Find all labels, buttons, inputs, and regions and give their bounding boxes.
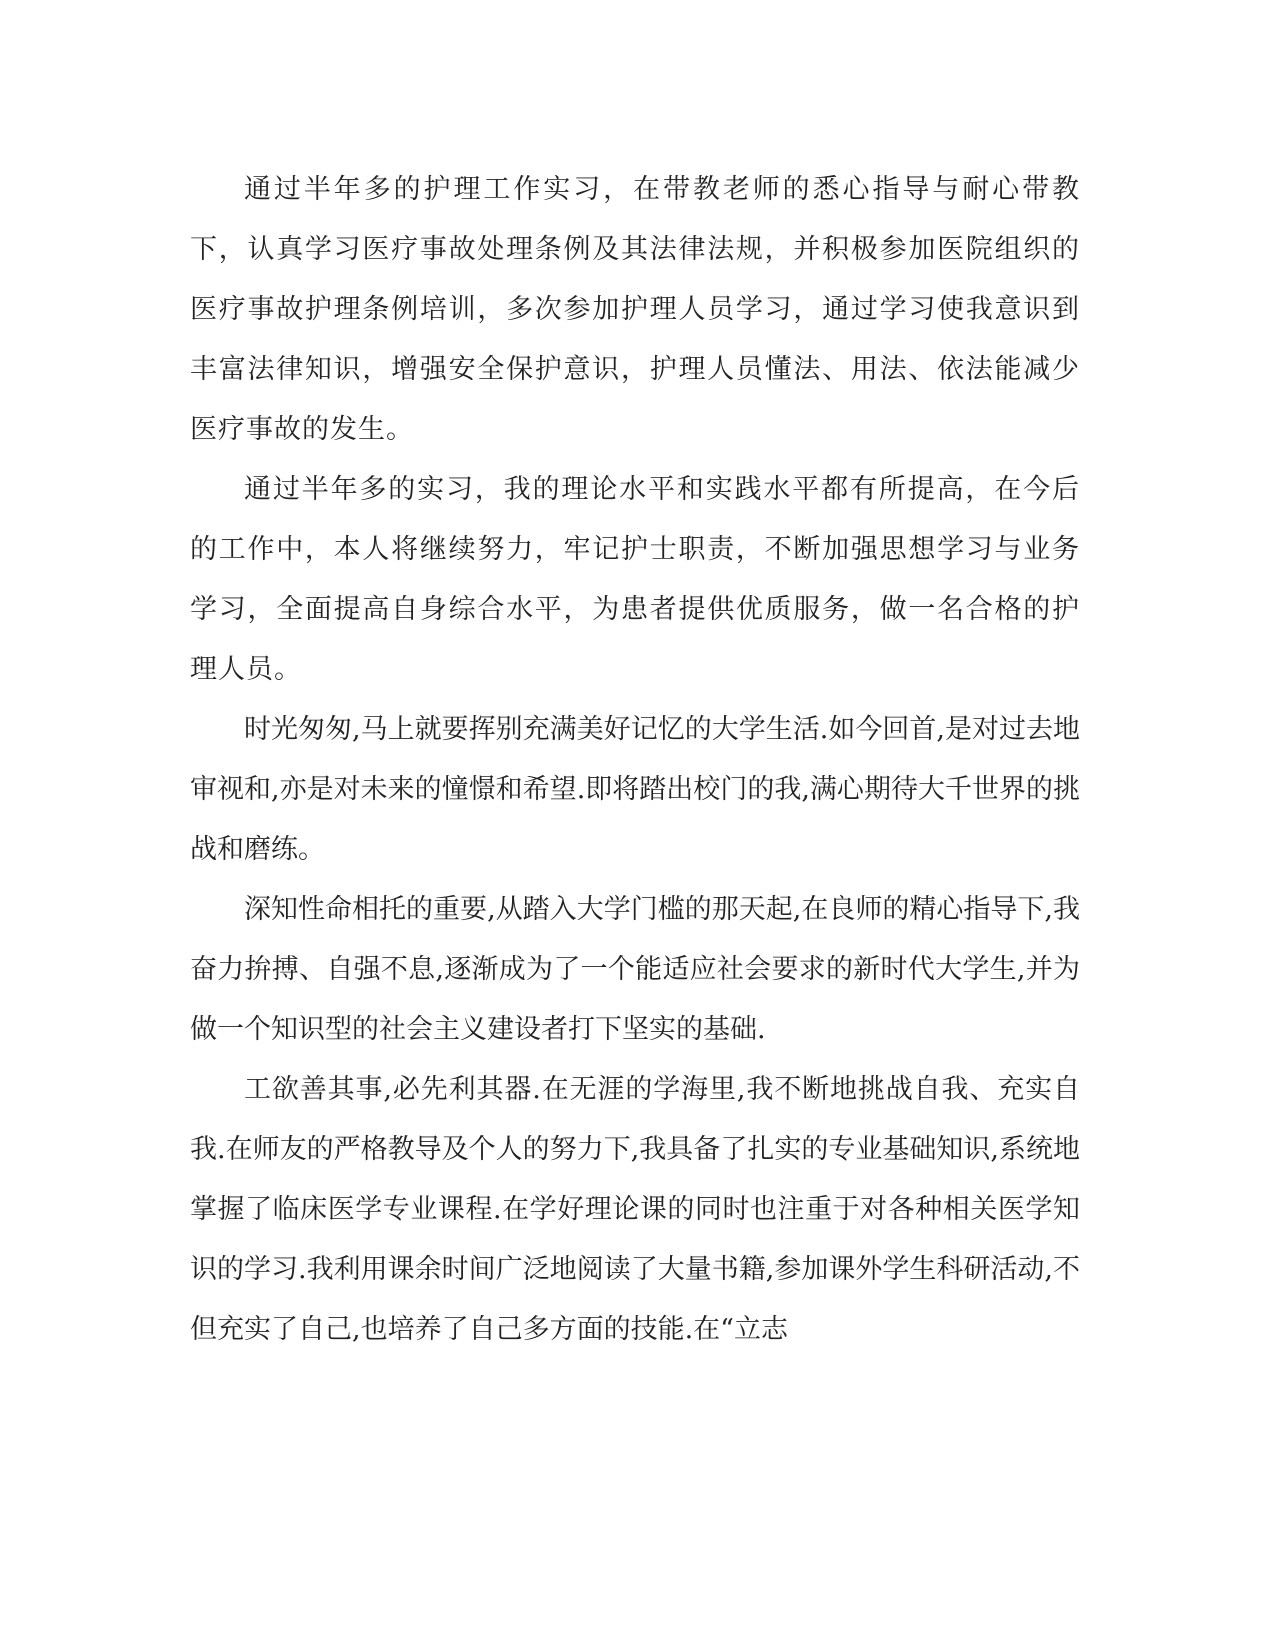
paragraph-self-improvement: 工欲善其事,必先利其器.在无涯的学海里,我不断地挑战自我、充实自我.在师友的严格教导及个人的努力下,我具备了扎实的专业基础知识,系统地掌握了临床医学专业课程.在学好理论课的同时也注重于对各种相关医学知识的学习.我利用课余时间广泛地阅读了大量书籍,参加课外学生科研活动,不但充实了自己,也培养了自己多方面的技能.在“立志 [190, 1074, 1080, 1345]
paragraph-farewell-college: 时光匆匆,马上就要挥别充满美好记忆的大学生活.如今回首,是对过去地审视和,亦是对未来的憧憬和希望.即将踏出校门的我,满心期待大千世界的挑战和磨练。 [190, 714, 1080, 865]
paragraph-internship-improvement: 通过半年多的实习，我的理论水平和实践水平都有所提高，在今后的工作中，本人将继续努力，牢记护士职责，不断加强思想学习与业务学习，全面提高自身综合水平，为患者提供优质服务，做一名合格的护理人员。 [190, 474, 1080, 685]
paragraph-life-entrusted: 深知性命相托的重要,从踏入大学门槛的那天起,在良师的精心指导下,我奋力拚搏、自强不息,逐渐成为了一个能适应社会要求的新时代大学生,并为做一个知识型的社会主义建设者打下坚实的基础. [190, 894, 1080, 1045]
paragraph-internship-legal-study: 通过半年多的护理工作实习，在带教老师的悉心指导与耐心带教下，认真学习医疗事故处理条例及其法律法规，并积极参加医院组织的医疗事故护理条例培训，多次参加护理人员学习，通过学习使我意识到丰富法律知识，增强安全保护意识，护理人员懂法、用法、依法能减少医疗事故的发生。 [190, 174, 1080, 445]
document-body [190, 160, 1080, 1360]
